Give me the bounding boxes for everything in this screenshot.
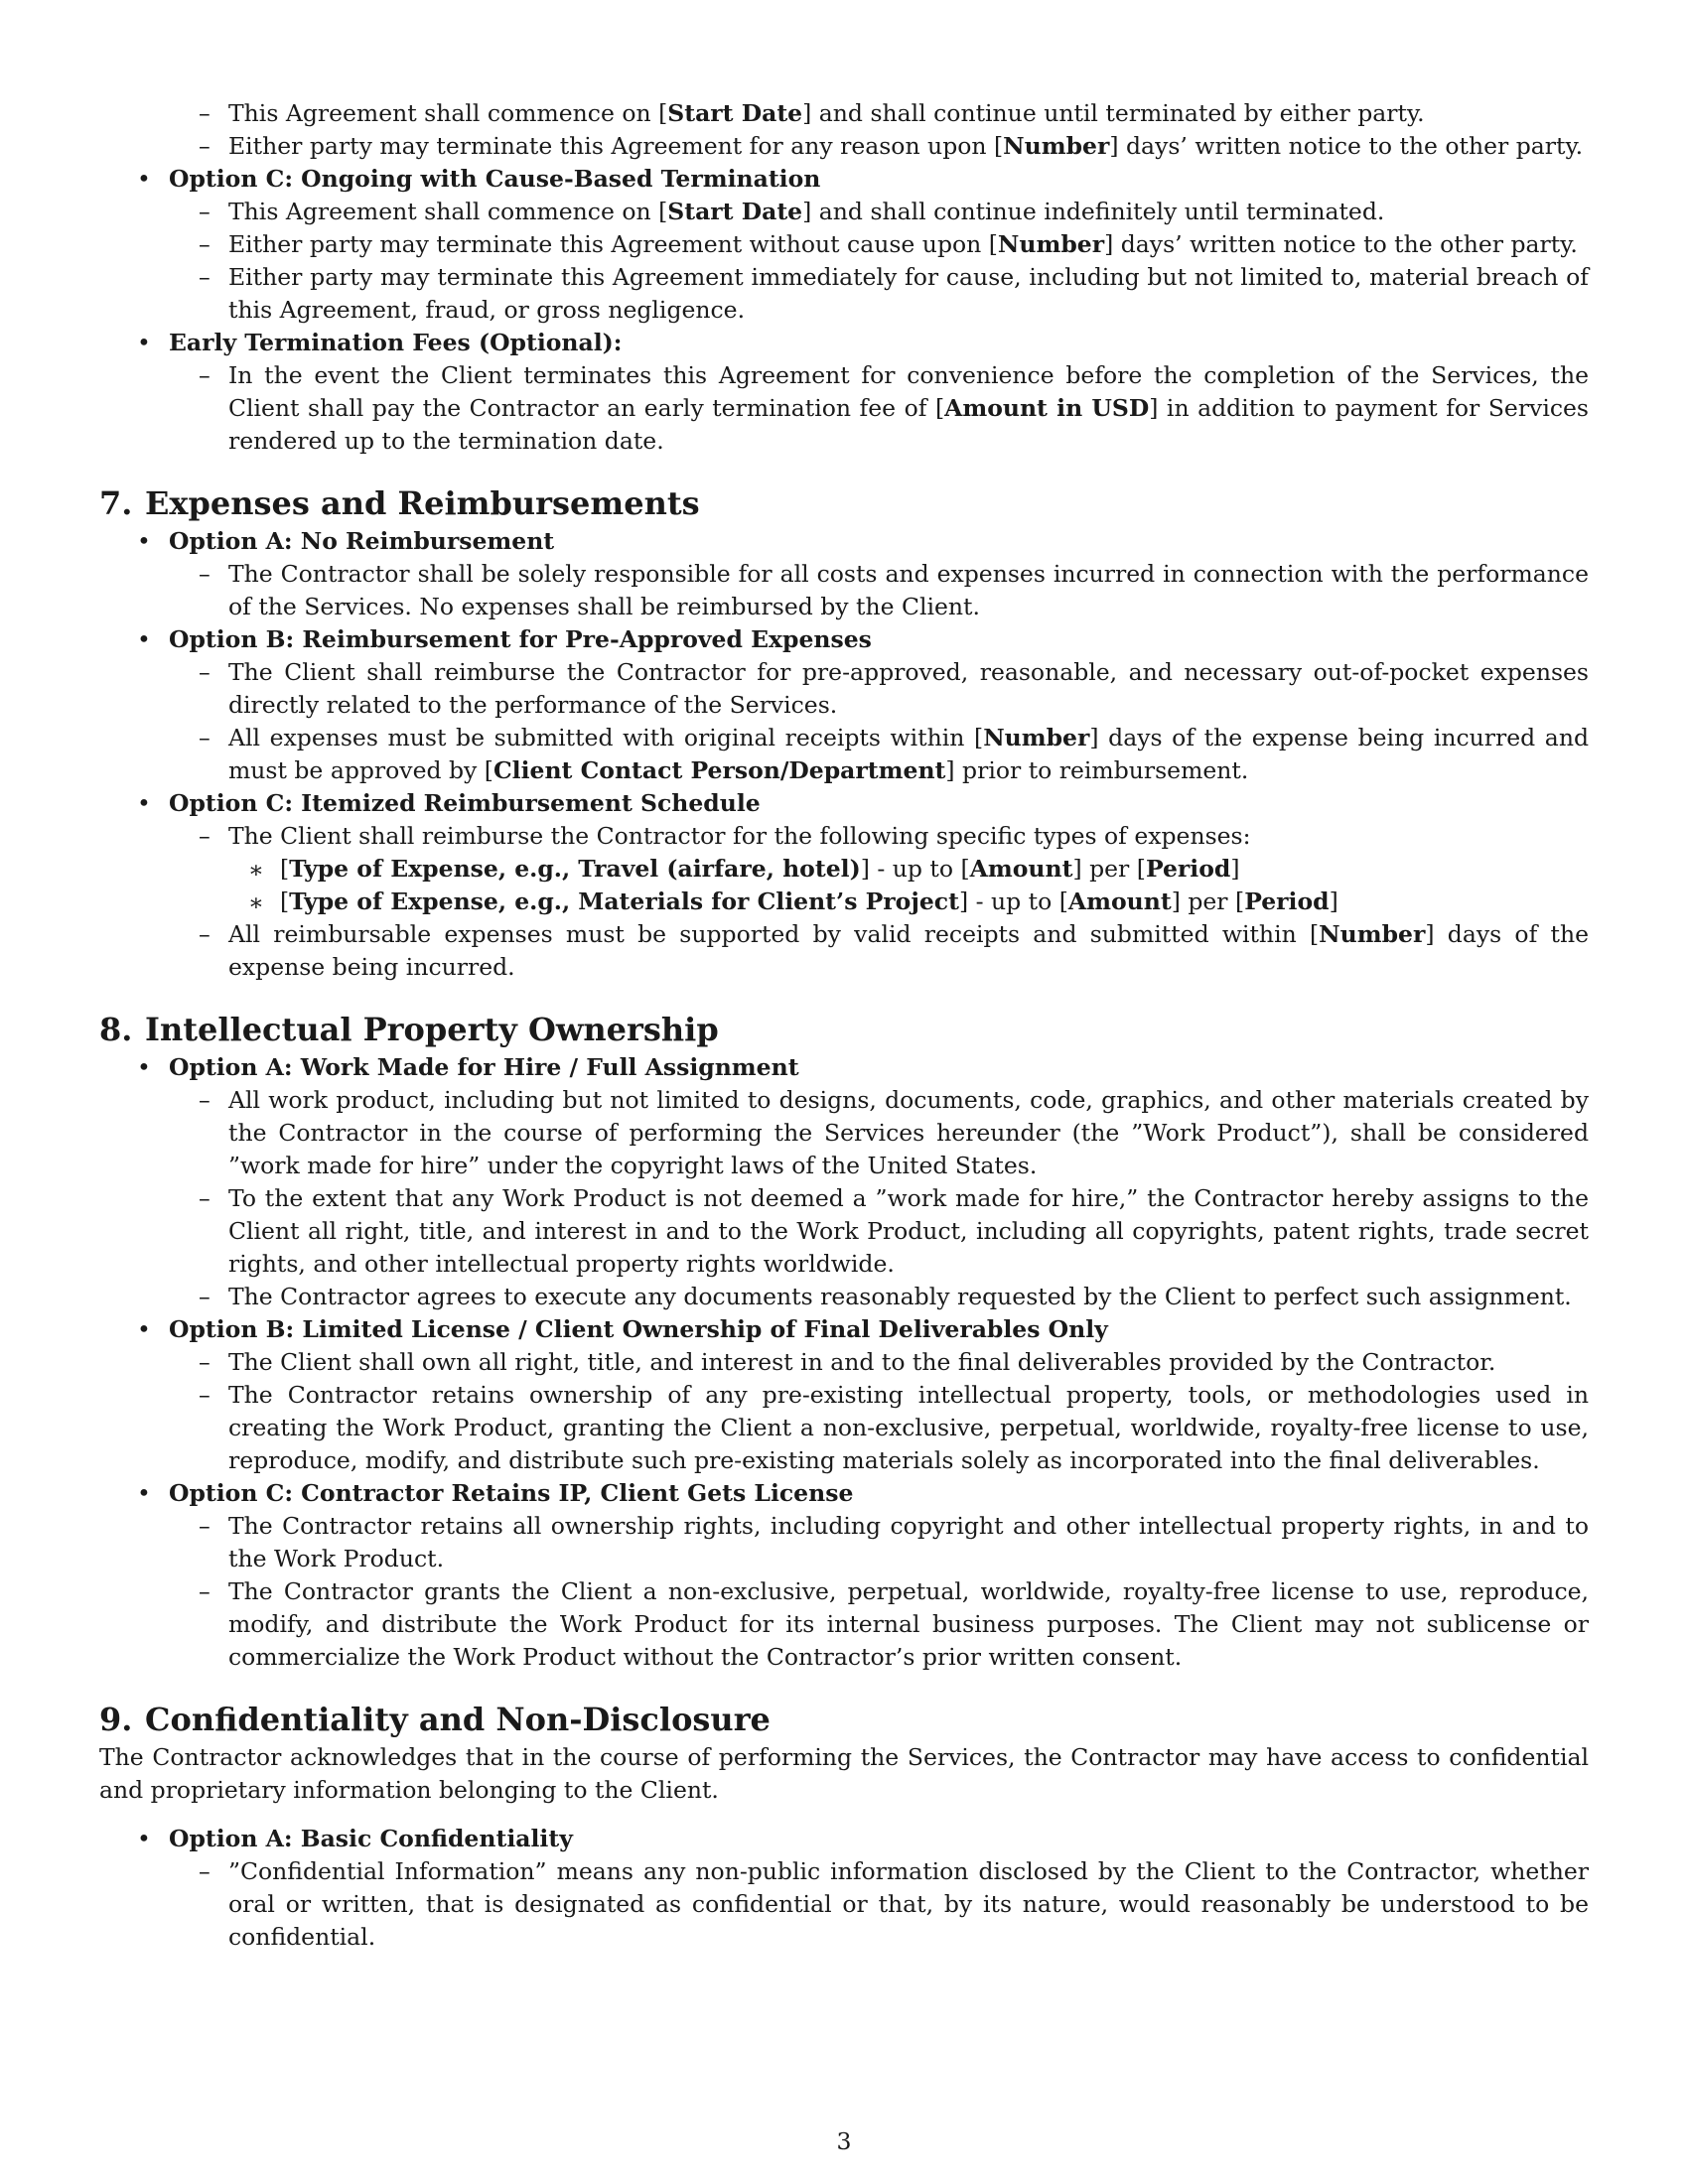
list-item [169, 1346, 1589, 1379]
bullet-icon: • [137, 329, 151, 356]
list-item [169, 1281, 1589, 1313]
option-title: Option C: Contractor Retains IP, Client Gets License [169, 1479, 854, 1507]
sub-list-item [228, 886, 1589, 918]
list-item [169, 1084, 1589, 1182]
section6-early-termination [99, 327, 1589, 458]
section9-option-a [99, 1823, 1589, 1954]
bullet-icon: • [137, 1053, 151, 1081]
placeholder-field: Number [997, 230, 1105, 258]
section-title: Confidentiality and Non-Disclosure [145, 1701, 771, 1738]
item-text: The Contractor shall be solely responsible for all costs and expenses incurred in connection with the performance of the Services. No expenses shall be reimbursed by the Client. [228, 560, 1589, 620]
section6-options [99, 97, 1589, 458]
list-item [169, 722, 1589, 787]
option-title: Early Termination Fees (Optional): [169, 329, 623, 356]
section-intro: The Contractor acknowledges that in the course of performing the Services, the Contractor may have access to confidential and proprietary information belonging to the Client. [99, 1743, 1589, 1804]
section7-option-b [99, 623, 1589, 787]
section8-option-c [99, 1477, 1589, 1674]
list-item [169, 1855, 1589, 1954]
section-number: 8. [99, 1011, 133, 1048]
list-item [169, 918, 1589, 984]
list-item [169, 97, 1589, 130]
section-heading [99, 481, 1589, 525]
item-text: All work product, including but not limited to designs, documents, code, graphics, and other materials created by the Contractor in the course of performing the Services hereunder (the ”Work Product”), shall be considered ”work made for hire” under the copyright laws of the United States. [228, 1086, 1589, 1179]
dash-icon: – [199, 1381, 211, 1409]
placeholder-field: Period [1145, 855, 1231, 883]
list-item [169, 1510, 1589, 1575]
dash-icon: – [199, 263, 211, 291]
item-text: Either party may terminate this Agreement immediately for cause, including but not limited to, material breach of this Agreement, fraud, or gross negligence. [228, 263, 1589, 324]
item-text: ”Confidential Information” means any non-public information disclosed by the Client to the Contractor, whether oral or written, that is designated as confidential or that, by its nature, would reasonably be understood to be confidential. [228, 1857, 1589, 1951]
section-heading [99, 1008, 1589, 1051]
dash-icon: – [199, 1348, 211, 1376]
placeholder-field: Amount [969, 855, 1073, 883]
asterisk-icon: ∗ [248, 856, 264, 884]
placeholder-field: Amount in USD [944, 394, 1150, 422]
list-item [169, 558, 1589, 623]
section7-options [99, 525, 1589, 984]
dash-icon: – [199, 822, 211, 850]
placeholder-field: Type of Expense, e.g., Materials for Client’s Project [289, 887, 959, 915]
option-items [169, 1510, 1589, 1674]
section-title: Intellectual Property Ownership [145, 1011, 719, 1048]
option-title: Option A: Work Made for Hire / Full Assignment [169, 1053, 799, 1081]
item-text: This Agreement shall commence on [Start Date] and shall continue indefinitely until terminated. [228, 198, 1385, 225]
sub-list-item [228, 853, 1589, 886]
page-number: 3 [836, 2127, 852, 2155]
bullet-icon: • [137, 1825, 151, 1852]
placeholder-field: Client Contact Person/Department [492, 756, 946, 784]
dash-icon: – [199, 230, 211, 258]
list-item [169, 196, 1589, 228]
option-title: Option B: Reimbursement for Pre-Approved Expenses [169, 625, 872, 653]
section6-option-b-cont [99, 97, 1589, 163]
dash-icon: – [199, 920, 211, 948]
bullet-icon: • [137, 165, 151, 193]
section9-options [99, 1823, 1589, 1954]
dash-icon: – [199, 1577, 211, 1605]
section-heading [99, 1698, 1589, 1741]
placeholder-field: Start Date [667, 198, 803, 225]
dash-icon: – [199, 1184, 211, 1212]
section-number: 9. [99, 1701, 133, 1738]
dash-icon: – [199, 560, 211, 588]
list-item [169, 1379, 1589, 1477]
dash-icon: – [199, 658, 211, 686]
item-text: The Contractor retains ownership of any pre-existing intellectual property, tools, or methodologies used in creating the Work Product, granting the Client a non-exclusive, perpetual, worldwide, royalty-free license to use, reproduce, modify, and distribute such pre-existing materials solely as incorporated into the final deliverables. [228, 1381, 1589, 1474]
item-text: The Contractor grants the Client a non-exclusive, perpetual, worldwide, royalty-free license to use, reproduce, modify, and distribute the Work Product for its internal business purposes. The Client may not sublicense or commercialize the Work Product without the Contractor’s prior written consent. [228, 1577, 1589, 1671]
option-items [169, 1084, 1589, 1313]
option-items [169, 656, 1589, 787]
item-text: The Contractor agrees to execute any documents reasonably requested by the Client to perfect such assignment. [228, 1283, 1572, 1310]
option-title: Option A: No Reimbursement [169, 527, 555, 555]
dash-icon: – [199, 1283, 211, 1310]
option-items [169, 1855, 1589, 1954]
placeholder-field: Number [1319, 920, 1426, 948]
list-item [169, 1575, 1589, 1674]
dash-icon: – [199, 198, 211, 225]
placeholder-field: Number [983, 724, 1090, 751]
list-item [169, 228, 1589, 261]
item-text: The Client shall own all right, title, and interest in and to the final deliverables provided by the Contractor. [228, 1348, 1496, 1376]
option-items [169, 359, 1589, 458]
dash-icon: – [199, 1512, 211, 1540]
option-title: Option C: Itemized Reimbursement Schedule [169, 789, 761, 817]
bullet-icon: • [137, 527, 151, 555]
item-text: All reimbursable expenses must be supported by valid receipts and submitted within [Number] days of the expense being incurred. [228, 920, 1589, 981]
option-b-items [169, 97, 1589, 163]
option-title: Option A: Basic Confidentiality [169, 1825, 573, 1852]
section7-option-c [99, 787, 1589, 984]
item-text: This Agreement shall commence on [Start Date] and shall continue until terminated by either party. [228, 99, 1425, 127]
list-item [169, 261, 1589, 327]
item-text: All expenses must be submitted with original receipts within [Number] days of the expense being incurred and must be approved by [Client Contact Person/Department] prior to reimbursement. [228, 724, 1589, 784]
placeholder-field: Period [1244, 887, 1330, 915]
bullet-icon: • [137, 625, 151, 653]
list-item [169, 130, 1589, 163]
sub-items [228, 853, 1589, 918]
section8-option-b [99, 1313, 1589, 1477]
list-item [169, 359, 1589, 458]
item-text: The Client shall reimburse the Contractor for pre-approved, reasonable, and necessary out-of-pocket expenses directly related to the performance of the Services. [228, 658, 1589, 719]
placeholder-field: Amount [1067, 887, 1172, 915]
section6-option-c [99, 163, 1589, 327]
option-title: Option C: Ongoing with Cause-Based Termination [169, 165, 821, 193]
section8-option-a [99, 1051, 1589, 1313]
dash-icon: – [199, 361, 211, 389]
list-item [169, 820, 1589, 918]
item-text: In the event the Client terminates this Agreement for convenience before the completion of the Services, the Client shall pay the Contractor an early termination fee of [Amount in USD] in addition to payment for Services rendered up to the termination date. [228, 361, 1589, 455]
dash-icon: – [199, 724, 211, 751]
placeholder-field: Start Date [667, 99, 803, 127]
option-items [169, 196, 1589, 327]
item-text: The Contractor retains all ownership rights, including copyright and other intellectual property rights, in and to the Work Product. [228, 1512, 1589, 1572]
item-text: Either party may terminate this Agreement without cause upon [Number] days’ written notice to the other party. [228, 230, 1578, 258]
section-number: 7. [99, 484, 133, 522]
option-title: Option B: Limited License / Client Ownership of Final Deliverables Only [169, 1315, 1108, 1343]
bullet-icon: • [137, 1315, 151, 1343]
option-items [169, 1346, 1589, 1477]
section7-option-a [99, 525, 1589, 623]
bullet-icon: • [137, 789, 151, 817]
asterisk-icon: ∗ [248, 888, 264, 916]
list-item [169, 656, 1589, 722]
option-items [169, 820, 1589, 984]
dash-icon: – [199, 132, 211, 160]
placeholder-field: Number [1003, 132, 1110, 160]
dash-icon: – [199, 1857, 211, 1885]
section8-options [99, 1051, 1589, 1674]
item-text: Either party may terminate this Agreement for any reason upon [Number] days’ written notice to the other party. [228, 132, 1584, 160]
dash-icon: – [199, 99, 211, 127]
dash-icon: – [199, 1086, 211, 1114]
section-title: Expenses and Reimbursements [145, 484, 700, 522]
item-text: [Type of Expense, e.g., Materials for Client’s Project] - up to [Amount] per [Period] [280, 887, 1338, 915]
list-item [169, 1182, 1589, 1281]
item-text: To the extent that any Work Product is not deemed a ”work made for hire,” the Contractor hereby assigns to the Client all right, title, and interest in and to the Work Product, including all copyrights, patent rights, trade secret rights, and other intellectual property rights worldwide. [228, 1184, 1589, 1278]
document-page [99, 97, 1589, 1954]
bullet-icon: • [137, 1479, 151, 1507]
item-text: [Type of Expense, e.g., Travel (airfare, hotel)] - up to [Amount] per [Period] [280, 855, 1240, 883]
option-items [169, 558, 1589, 623]
placeholder-field: Type of Expense, e.g., Travel (airfare, hotel) [289, 855, 861, 883]
item-text: The Client shall reimburse the Contractor for the following specific types of expenses: [228, 822, 1251, 850]
